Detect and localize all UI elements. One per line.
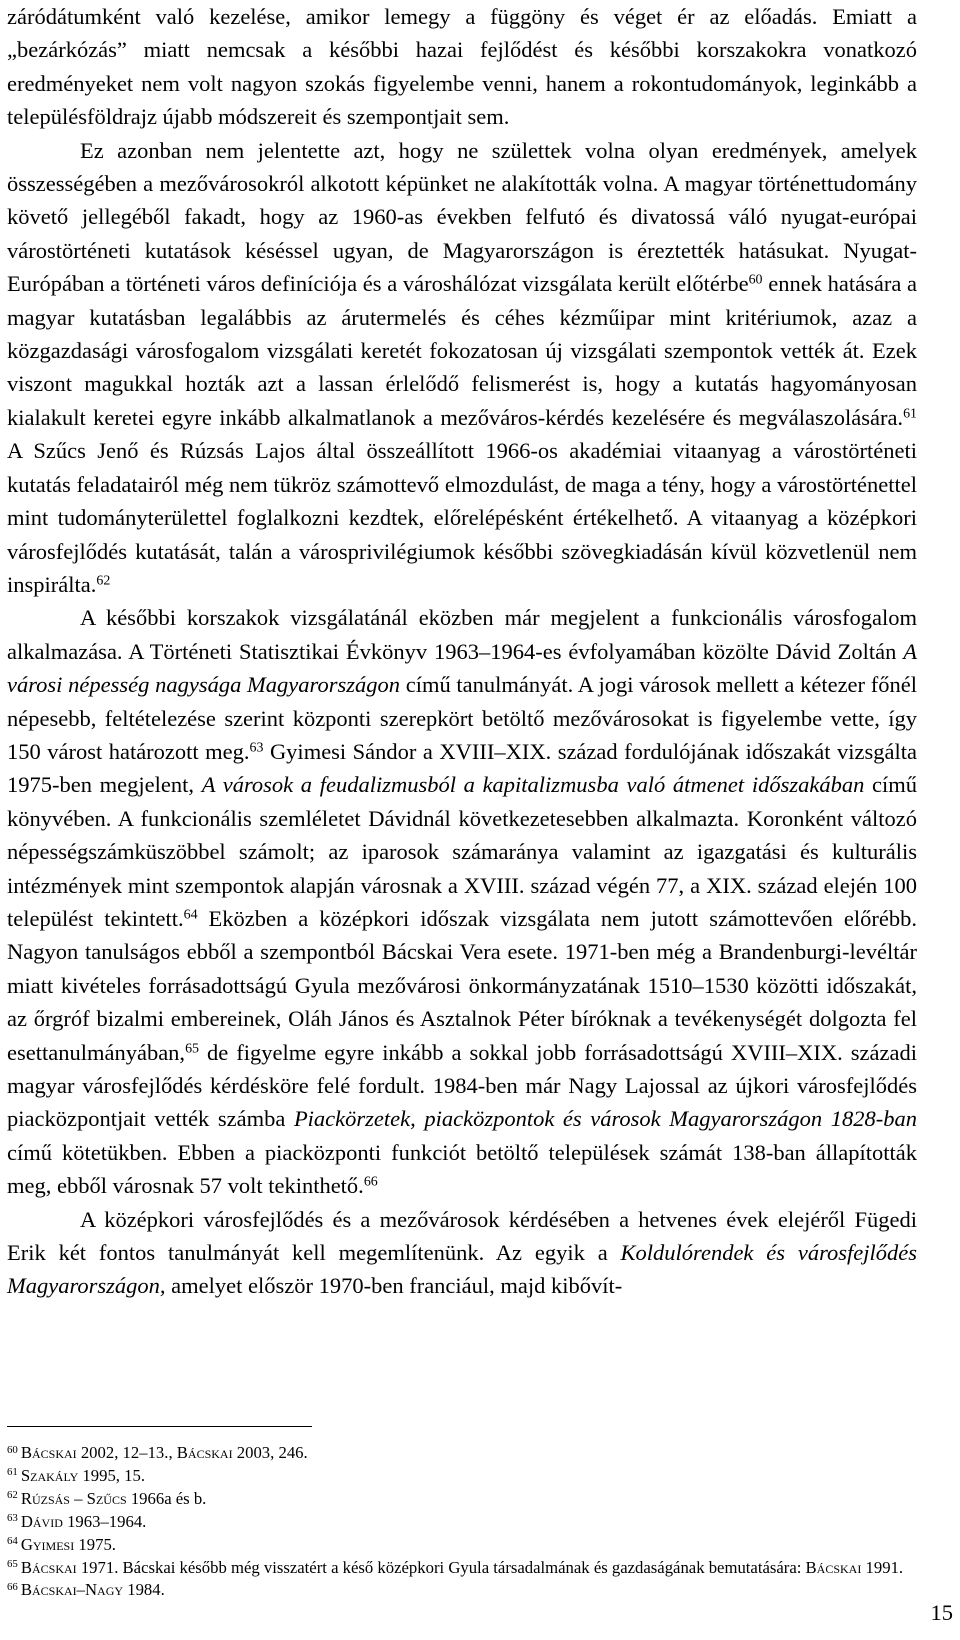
footnote-separator	[7, 1426, 312, 1427]
footnote	[7, 1557, 917, 1580]
paragraph	[7, 601, 917, 1202]
main-text	[7, 0, 917, 1303]
text-run: A későbbi korszakok vizsgálatánál eközben már megjelent a funkcionális városfogalom alkalmazása. A Történeti Statisztikai Évkönyv 1963–1964-es évfolyamában közölte Dávid Zoltán	[7, 605, 917, 664]
text-run: című tanulmányát. A jogi városok mellett a kétezer főnél népesebb, feltételezése szerint központi szerepkört betöltő mezővárosokat is figyelembe vette, így 150 várost határozott meg.	[7, 672, 917, 764]
footnote-number: 62	[7, 1489, 18, 1502]
text-run: 1991.	[861, 1557, 904, 1577]
footnote-reference: 64	[183, 907, 198, 923]
text-run: című kötetükben. Ebben a piacközponti funkciót betöltő települések számát 138-ban állapították meg, ebből városnak 57 volt tekinthető.	[7, 1139, 917, 1199]
author-name: Bácskai	[176, 1443, 233, 1462]
author-name: Bácskai	[20, 1557, 77, 1577]
text-run: 1966a és b.	[126, 1488, 207, 1508]
text-run: 1975.	[74, 1534, 116, 1554]
text-run: 1971. Bácskai később még visszatért a késő középkori Gyula társadalmának és gazdaságának bemutatására:	[76, 1557, 806, 1577]
italic-title: Koldulórendek és városfejlődés Magyarországon,	[7, 1240, 917, 1299]
text-run: záródátumként való kezelése, amikor lemegy a függöny és véget ér az előadás. Emiatt a „bezárkózás” miatt nemcsak a későbbi hazai fejlődést és későbbi korszakokra vonatkozó eredményeket nem volt nagyon szokás figyelembe venni, hanem a rokontudományok, leginkább a településföldrajz újabb módszereit és szempontjait sem.	[7, 4, 917, 130]
author-name: Rúzsás – Szűcs	[20, 1488, 127, 1508]
page-number: 15	[930, 1600, 953, 1625]
author-name: Bácskai	[805, 1557, 862, 1577]
footnote-number: 66	[7, 1581, 18, 1594]
author-name: Gyimesi	[20, 1534, 75, 1554]
text-run: Eközben a középkori időszak vizsgálata nem jutott számottevően előrébb. Nagyon tanulságos ebből a szempontból Bácskai Vera esete. 1971-ben még a Brandenburgi-levéltár miatt kivételes forrásadottságú Gyula mezővárosi önkormányzatának 1510–1530 közötti időszakát, az őrgróf bizalmi embereinek, Oláh János és Asztalnok Péter bíróknak a tevékenységét dolgozta fel esettanulmányában,	[7, 905, 917, 1065]
italic-title: Piackörzetek, piacközpontok és városok Magyarországon 1828-ban	[293, 1106, 917, 1132]
footnote-reference: 66	[363, 1174, 378, 1190]
footnote-list	[7, 1442, 917, 1602]
text-run: 2002, 12–13.,	[76, 1443, 177, 1462]
footnote-reference: 62	[96, 573, 111, 589]
footnote-reference: 65	[185, 1040, 199, 1056]
footnote	[7, 1488, 917, 1511]
footnote-number: 64	[7, 1535, 18, 1548]
text-run: A Szűcs Jenő és Rúzsás Lajos által összeállított 1966-os akadémiai vitaanyag a várostörténeti kutatás feladatairól még nem tükröz számottevő elmozdulást, de maga a tény, hogy a várostörténettel mint tudományterülettel foglalkozni kezdtek, előrelépésként értékelhető. A vitaanyag a középkori városfejlődés kutatását, talán a városprivilégiumok későbbi szövegkiadásán kívül közvetlenül nem inspirálta.	[7, 438, 917, 597]
footnote	[7, 1534, 917, 1557]
italic-title: A városok a feudalizmusból a kapitalizmusba való átmenet időszakában	[201, 772, 865, 798]
footnote	[7, 1579, 917, 1602]
text-run: Ez azonban nem jelentette azt, hogy ne születtek volna olyan eredmények, amelyek összességében a mezővárosokról alkotott képünket ne alakították volna. A magyar történettudomány követő jellegéből fakadt, hogy az 1960-as években felfutó és divatossá váló nyugat-európai várostörténeti kutatások késéssel ugyan, de Magyarországon is éreztették hatásukat. Nyugat-Európában a történeti város definíciója és a városhálózat vizsgálata került előtérbe	[7, 137, 917, 297]
text-run: című könyvében. A funkcionális szemléletet Dávidnál következetesebben alkalmazta. Koronként változó népességszámküszöbbel számolt; az iparosok számaránya valamint az igazgatási és kulturális intézmények mint szempontok alapján városnak a XVIII. század végén 77, a XIX. század elején 100 települést tekintett.	[7, 772, 917, 931]
text-run: amelyet először 1970-ben franciául, majd kibővít-	[165, 1273, 623, 1299]
italic-title: A városi népesség nagysága Magyarországon	[7, 638, 917, 698]
footnote-reference: 60	[748, 272, 763, 288]
text-run: 1963–1964.	[62, 1511, 147, 1531]
paragraph	[7, 1203, 917, 1303]
author-name: Bácskai–Nagy	[20, 1580, 124, 1600]
text-run: A középkori városfejlődés és a mezővárosok kérdésében a hetvenes évek elejéről Fügedi Erik két fontos tanulmányát kell megemlítenünk. Az egyik a	[7, 1206, 917, 1266]
text-run: 2003, 246.	[232, 1443, 308, 1462]
paragraph	[7, 134, 917, 602]
text-run: Gyimesi Sándor a XVIII–XIX. század fordulójának időszakát vizsgálta 1975-ben megjelent,	[7, 738, 917, 798]
author-name: Bácskai	[20, 1443, 77, 1462]
paragraph	[7, 0, 917, 134]
footnote	[7, 1511, 917, 1534]
footnote-number: 61	[7, 1466, 18, 1479]
footnote-number: 63	[7, 1512, 18, 1525]
author-name: Dávid	[20, 1511, 63, 1531]
footnote	[7, 1442, 917, 1465]
footnote	[7, 1465, 917, 1488]
footnotes-section	[7, 1426, 917, 1602]
author-name: Szakály	[20, 1465, 79, 1485]
text-run: 1984.	[123, 1580, 165, 1600]
footnote-reference: 61	[903, 406, 917, 422]
text-run: 1995, 15.	[78, 1465, 145, 1485]
footnote-number: 60	[7, 1443, 18, 1456]
footnote-number: 65	[7, 1558, 18, 1571]
text-run: ennek hatására a magyar kutatásban legalábbis az árutermelés és céhes kézműipar mint kritériumok, azaz a közgazdasági városfogalom vizsgálati keretét fokozatosan új vizsgálati szempontok vették át. Ezek viszont magukkal hozták azt a lassan érlelődő felismerést is, hogy a kutatás hagyományosan kialakult keretei egyre inkább alkalmatlanok a mezőváros-kérdés kezelésére és megválaszolására.	[7, 271, 917, 430]
text-run: de figyelme egyre inkább a sokkal jobb forrásadottságú XVIII–XIX. századi magyar városfejlődés kérdésköre felé fordult. 1984-ben már Nagy Lajossal az újkori városfejlődés piacközpontjait vették számba	[7, 1039, 917, 1132]
footnote-reference: 63	[249, 740, 264, 756]
